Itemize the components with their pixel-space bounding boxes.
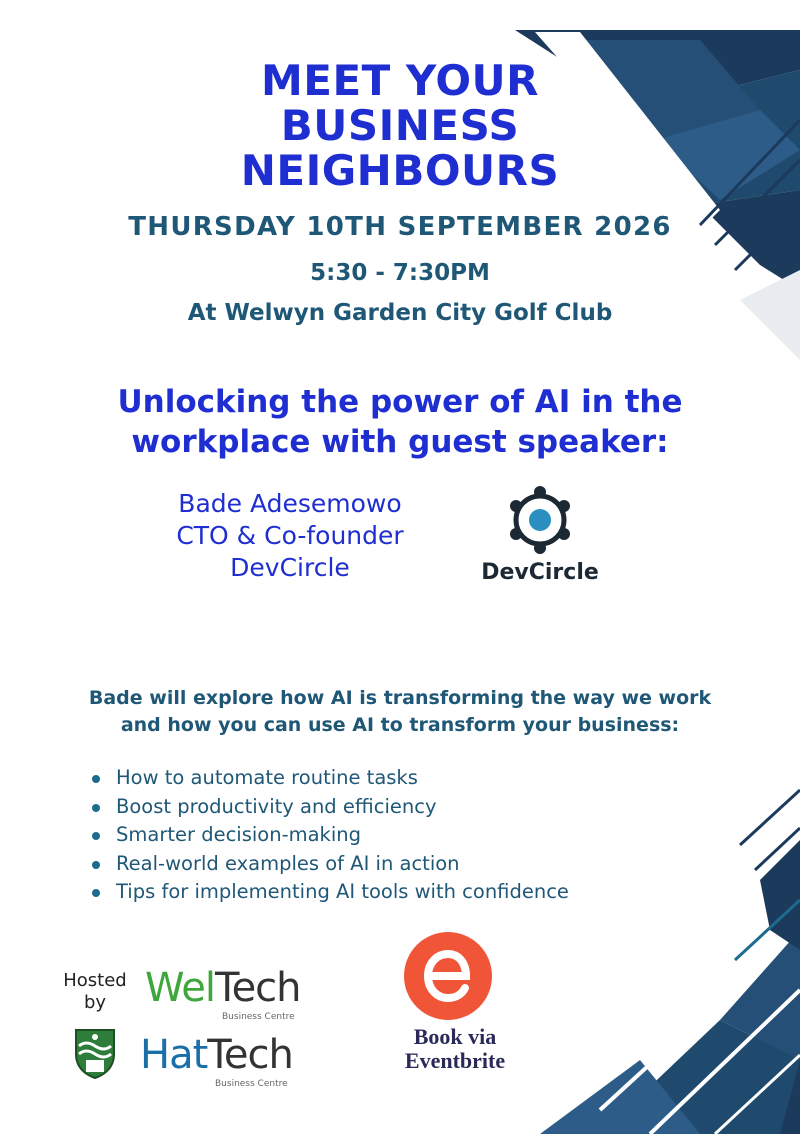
book-via-eventbrite[interactable]	[360, 1025, 550, 1073]
hosted-label-line-1: Hosted	[63, 970, 127, 991]
weltech-logo	[145, 965, 301, 1011]
devcircle-logo	[475, 480, 605, 590]
book-line-2: Eventbrite	[404, 1048, 506, 1073]
list-item: Tips for implementing AI tools with confidence	[92, 878, 569, 907]
title-line-1: MEET YOUR	[260, 56, 539, 105]
intro-line-1: Bade will explore how AI is transforming the way we work	[88, 687, 712, 709]
list-item: Real-world examples of AI in action	[92, 850, 569, 879]
hattech-logo	[140, 1032, 293, 1078]
title-line-3: NEIGHBOURS	[240, 146, 560, 195]
weltech-part-a: Wel	[145, 965, 215, 1011]
speaker-info	[140, 488, 440, 584]
hosted-by-label	[60, 970, 130, 1014]
devcircle-wordmark: DevCircle	[481, 560, 599, 585]
event-venue: At Welwyn Garden City Golf Club	[187, 300, 613, 326]
speaker-name: Bade Adesemowo	[178, 489, 402, 518]
eventbrite-logo-icon[interactable]	[402, 930, 494, 1022]
list-item: Smarter decision-making	[92, 821, 569, 850]
headline-line-2: workplace with guest speaker:	[131, 424, 669, 460]
council-crest-icon	[74, 1028, 116, 1080]
poster-title	[0, 58, 800, 193]
topic-list	[92, 764, 569, 907]
list-item: How to automate routine tasks	[92, 764, 569, 793]
headline-line-1: Unlocking the power of AI in the	[117, 384, 683, 420]
hattech-part-a: Hat	[140, 1032, 208, 1078]
list-item: Boost productivity and efficiency	[92, 793, 569, 822]
talk-headline	[0, 382, 800, 462]
weltech-part-b: Tech	[214, 965, 301, 1011]
hosted-label-line-2: by	[83, 992, 107, 1013]
weltech-subtitle: Business Centre	[222, 1012, 295, 1022]
event-date: THURSDAY 10TH SEPTEMBER 2026	[128, 212, 672, 242]
event-time: 5:30 - 7:30PM	[310, 260, 490, 286]
book-line-1: Book via	[413, 1024, 497, 1049]
devcircle-logo-icon	[507, 482, 573, 554]
speaker-company: DevCircle	[230, 553, 350, 582]
hattech-subtitle: Business Centre	[215, 1079, 288, 1089]
hattech-part-b: Tech	[207, 1032, 293, 1078]
intro-line-2: and how you can use AI to transform your business:	[120, 714, 680, 736]
speaker-role: CTO & Co-founder	[176, 521, 404, 550]
talk-intro	[0, 685, 800, 739]
title-line-2: BUSINESS	[280, 101, 520, 150]
